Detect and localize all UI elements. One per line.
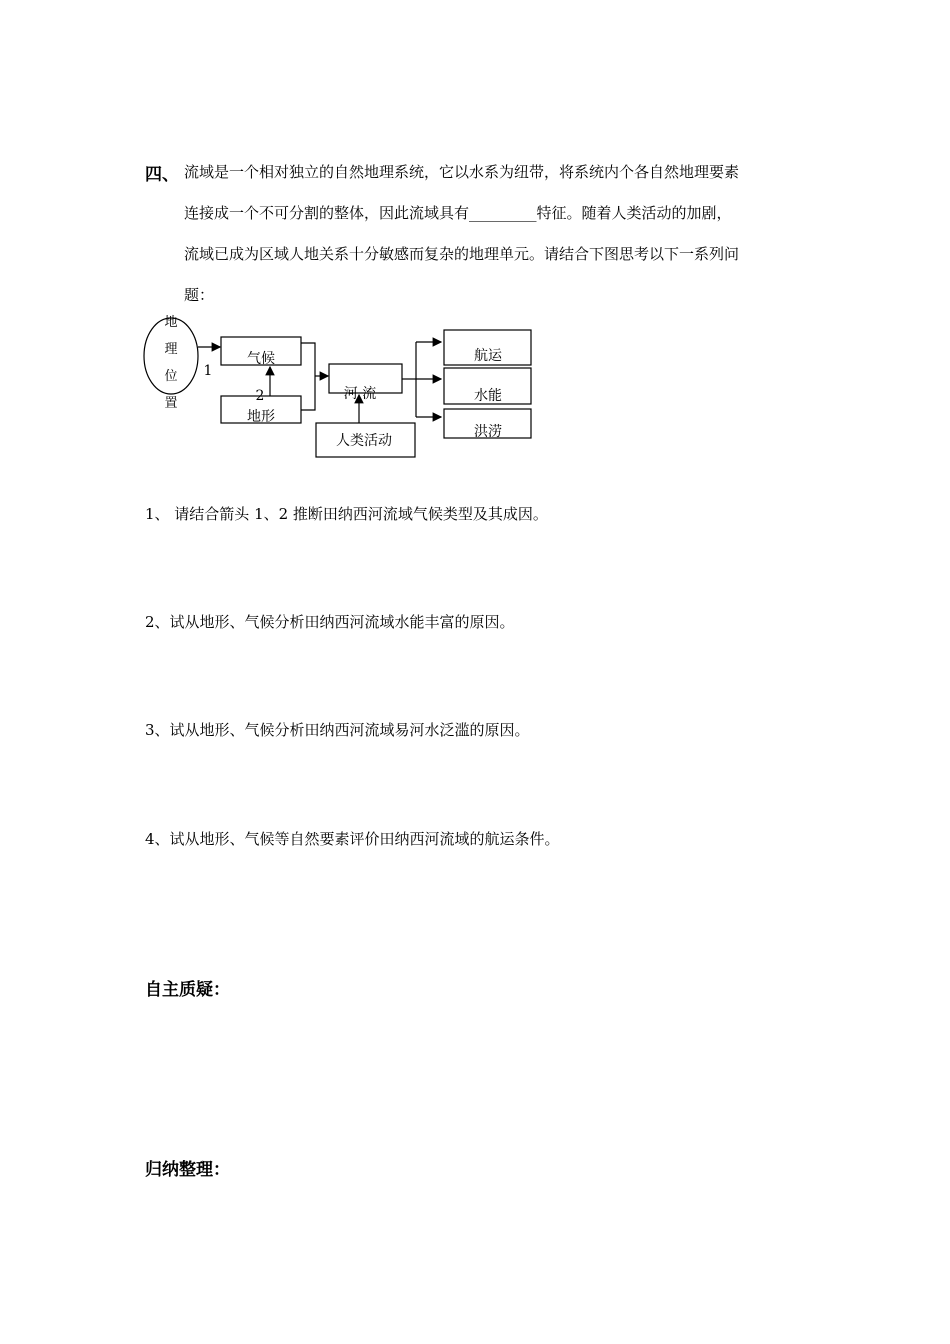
location-char-4: 置 bbox=[164, 396, 178, 411]
location-char-2: 理 bbox=[164, 342, 178, 357]
arrow-2-label: 2 bbox=[255, 388, 265, 404]
self-question-heading: 自主质疑： bbox=[145, 980, 230, 1000]
location-char-1: 地 bbox=[164, 315, 178, 330]
summary-heading: 归纳整理： bbox=[145, 1160, 230, 1180]
question-4: 4、试从地形、气候等自然要素评价田纳西河流域的航运条件。 bbox=[145, 830, 560, 848]
location-char-3: 位 bbox=[164, 369, 178, 384]
hydropower-label: 水能 bbox=[474, 388, 502, 404]
intro-line-4: 题： bbox=[184, 286, 215, 304]
section-number: 四、 bbox=[145, 165, 179, 185]
question-3: 3、试从地形、气候分析田纳西河流域易河水泛滥的原因。 bbox=[145, 721, 530, 739]
climate-label: 气候 bbox=[247, 351, 275, 367]
intro-line-3: 流域已成为区域人地关系十分敏感而复杂的地理单元。请结合下图思考以下一系列问 bbox=[184, 245, 740, 263]
intro-line-2: 连接成一个不可分割的整体，因此流域具有_________特征。随着人类活动的加剧， bbox=[184, 204, 732, 222]
human-label: 人类活动 bbox=[336, 433, 392, 449]
arrow-1-label: 1 bbox=[203, 363, 213, 379]
connector-to-river bbox=[301, 343, 315, 410]
intro-line-1: 流域是一个相对独立的自然地理系统，它以水系为纽带，将系统内个各自然地理要素 bbox=[184, 163, 740, 181]
shipping-label: 航运 bbox=[474, 348, 502, 364]
river-label: 河 流 bbox=[343, 386, 377, 402]
terrain-label: 地形 bbox=[247, 409, 275, 425]
flood-label: 洪涝 bbox=[474, 424, 502, 440]
river-basin-diagram bbox=[130, 312, 550, 462]
question-2: 2、试从地形、气候分析田纳西河流域水能丰富的原因。 bbox=[145, 613, 515, 631]
question-1: 1、 请结合箭头 1、2 推断田纳西河流域气候类型及其成因。 bbox=[145, 505, 548, 523]
